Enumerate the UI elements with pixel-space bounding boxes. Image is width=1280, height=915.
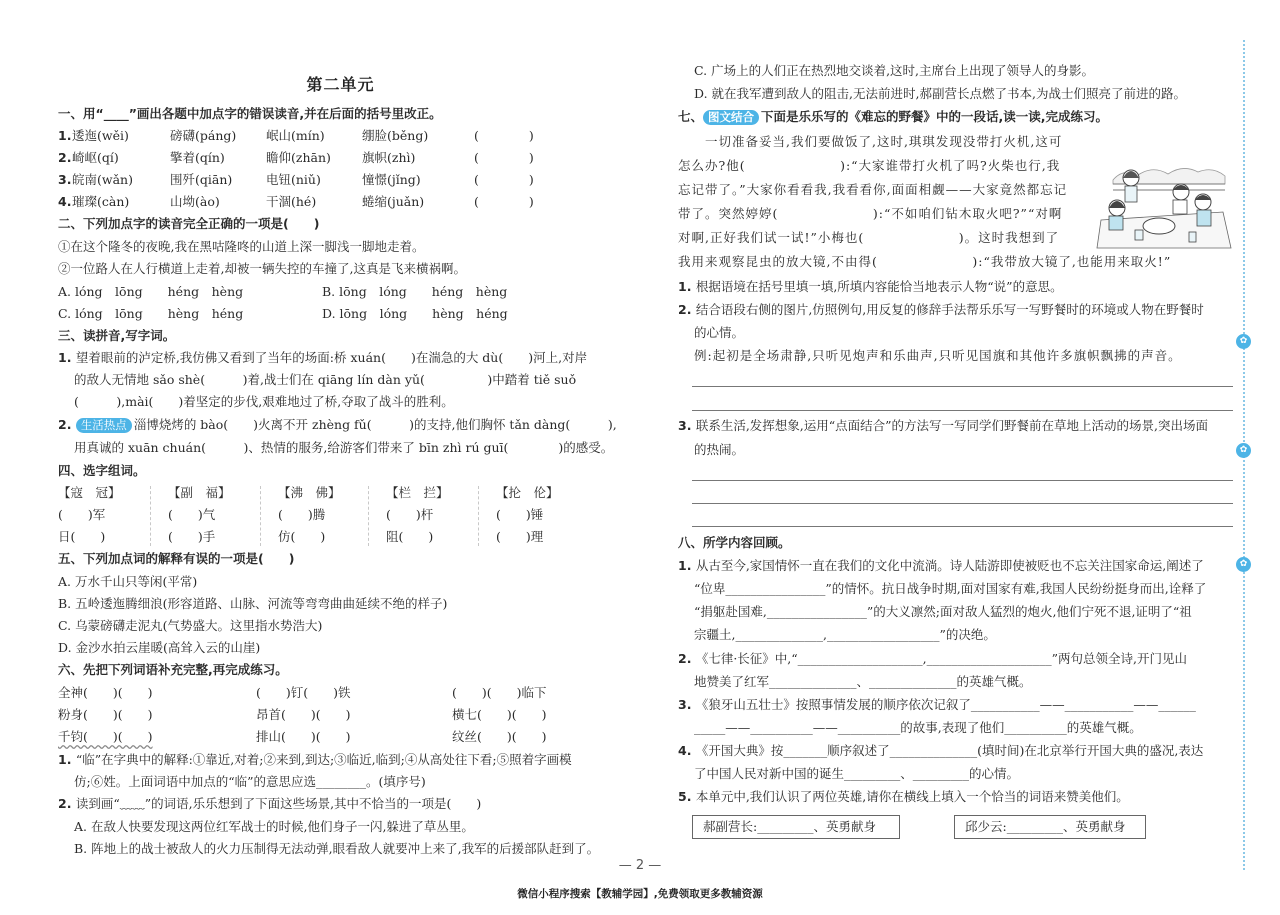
option-d[interactable]: D. lōng lóng hèng héng: [322, 306, 508, 321]
question-text: 从古至今,家国情怀一直在我们的文化中流淌。诗人陆游即使被贬也不忘关注国家命运,阐述了: [695, 558, 1204, 573]
question-text: 的热闹。: [694, 442, 745, 457]
question-text: 的敌人无情地 sǎo shè( )着,战士们在 qiāng lín dàn yǔ( )中踏着 tiě suǒ: [74, 372, 577, 387]
section-1-heading: 一、用“____”画出各题中加点字的错误读音,并在后面的括号里改正。: [58, 106, 442, 121]
question-text: 的心情。: [694, 325, 745, 340]
answer-blank[interactable]: ( ): [474, 194, 534, 209]
passage-line: 忘记带了。”大家你看看我,我看看你,面面相觑——大家竟然都忘记: [678, 182, 1068, 197]
section-7-prefix: 七、: [678, 109, 704, 124]
answer-blank[interactable]: 日( ): [58, 529, 106, 544]
question-number: 3.: [678, 697, 696, 712]
section-5-heading: 五、下列加点词的解释有误的一项是( ): [58, 551, 295, 566]
section-8-heading: 八、所学内容回顾。: [678, 535, 791, 550]
section-4-heading: 四、选字组词。: [58, 463, 146, 478]
question-text: “捐躯赴国难,________________”的大义凛然;面对敌人猛烈的炮火,他们宁死不退,证明了“祖: [694, 604, 1192, 619]
option-d[interactable]: D. 金沙水拍云崖暖(高耸入云的山崖): [58, 640, 261, 655]
answer-blank[interactable]: 仿( ): [278, 529, 326, 544]
writing-line[interactable]: [692, 386, 1233, 387]
writing-line[interactable]: [692, 480, 1233, 481]
option-a[interactable]: A. lóng lōng héng hèng: [58, 284, 244, 299]
passage-line: 带了。突然婷婷( ):“不如咱们钻木取火吧?”“对啊: [678, 206, 1063, 221]
passage-line: 对啊,正好我们试一试!”小梅也( )。这时我想到了: [678, 230, 1060, 245]
answer-blank[interactable]: ( )理: [496, 529, 544, 544]
section-2-heading: 二、下列加点字的读音完全正确的一项是( ): [58, 216, 320, 231]
option-b[interactable]: B. lōng lóng héng hèng: [322, 284, 508, 299]
hero-box-hao[interactable]: 郝副营长:_________、英勇献身: [692, 815, 900, 839]
question-number: 1.: [58, 350, 76, 365]
answer-blank[interactable]: ( )手: [168, 529, 216, 544]
flower-badge-icon: ✿: [1236, 334, 1251, 349]
option-b[interactable]: B. 五岭逶迤腾细浪(形容道路、山脉、河流等弯弯曲曲延续不绝的样子): [58, 596, 448, 611]
question-number: 1.: [678, 279, 696, 294]
question-text: 了中国人民对新中国的诞生_________、_________的心情。: [694, 766, 1020, 781]
question-number: 3.: [678, 418, 696, 433]
writing-line[interactable]: [692, 503, 1233, 504]
question-number: 4.: [678, 743, 696, 758]
flower-badge-icon: ✿: [1236, 557, 1251, 572]
question-text: 望着眼前的泸定桥,我仿佛又看到了当年的场面:桥 xuán( )在湍急的大 dù( )河上,对岸: [75, 350, 588, 365]
passage-line: 我用来观察昆虫的放大镜,不由得( ):“我带放大镜了,也能用来取火!”: [678, 254, 1172, 269]
answer-blank[interactable]: ( )气: [168, 507, 216, 522]
question-text: _____——__________——__________的故事,表现了他们__________的英雄气概。: [694, 720, 1142, 735]
option-c[interactable]: C. 广场上的人们正在热烈地交谈着,这时,主席台上出现了领导人的身影。: [694, 63, 1095, 78]
divider: [260, 486, 261, 546]
question-number: 2.: [678, 651, 696, 666]
answer-blank[interactable]: ( ): [474, 172, 534, 187]
answer-blank[interactable]: ( )军: [58, 507, 106, 522]
idiom-blank[interactable]: 昂首( )( ): [256, 707, 351, 722]
sentence: ①在这个隆冬的夜晚,我在黑咕隆咚的山道上深一脚浅一脚地走着。: [58, 239, 425, 254]
question-number: 2.: [58, 417, 76, 432]
question-text: ( ),mài( )着坚定的步伐,艰难地过了桥,夺取了战斗的胜利。: [74, 394, 454, 409]
writing-line[interactable]: [692, 410, 1233, 411]
life-hotspot-tag: 生活热点: [76, 418, 132, 433]
option-a[interactable]: A. 在敌人快要发现这两位红军战士的时候,他们身子一闪,躲进了草丛里。: [74, 819, 474, 834]
question-text: 用真诚的 xuān chuán( )、热情的服务,给游客们带来了 bīn zhì rú guī( )的感受。: [74, 440, 614, 455]
question-number: 1.: [678, 558, 696, 573]
footer-note: 微信小程序搜索【教辅学园】,免费领取更多教辅资源: [517, 888, 763, 900]
idiom-blank[interactable]: 排山( )( ): [256, 729, 351, 744]
section-7-heading: 下面是乐乐写的《难忘的野餐》中的一段话,读一读,完成练习。: [761, 109, 1109, 124]
question-text: 淄博烧烤的 bào( )火离不开 zhèng fǔ( )的支持,他们胸怀 tǎn dàng( ),: [133, 417, 617, 432]
example-sentence: 例:起初是全场肃静,只听见炮声和乐曲声,只听见国旗和其他许多旗帜飘拂的声音。: [694, 348, 1182, 363]
question-text: “位卑________________”的情怀。抗日战争时期,面对国家有难,我国人民纷纷挺身而出,诠释了: [694, 581, 1207, 596]
idiom-blank[interactable]: 纹丝( )( ): [452, 729, 547, 744]
worksheet-page: 第二单元 一、用“____”画出各题中加点字的错误读音,并在后面的括号里改正。 1. 逶迤(wěi) 磅礴(páng) 岷山(mín) 绷脸(běng) ( ) 2. 崎岖(qí) 擎着(qín) 瞻仰(zhān) 旗帜(zhì) ( ) 3. 皖南(wǎn) 围歼(qiān) 电钮(niǔ) 憧憬(jǐng) ( ) 4. 璀璨(càn) 山坳(ào) 干涸(hé) 蜷缩(juǎn) ( ) 二、下列加点字的读音完全正确的一项是( ) ①在这个隆冬的夜晚,我在黑咕隆咚的山道上深一脚浅一脚地走着。 ②一位路人在人行横道上走着,却被一辆失控的车撞了,这真是飞来横祸啊。 A. lóng lōng héng hèng B. lōng lóng héng hèng C. lóng lōng hèng héng D. lōng lóng hèng héng 三、读拼音,写字词。 1. 望着眼前的泸定桥,我仿佛又看到了当年的场面:桥 xuán( )在湍急的大 dù( )河上,对岸 的敌人无情地 sǎo shè( )着,战士们在 qiāng lín dàn yǔ( )中踏着 tiě suǒ ( ),mài( )着坚定的步伐,艰难地过了桥,夺取了战斗的胜利。 2. 生活热点 淄博烧烤的 bào( )火离不开 zhèng fǔ( )的支持,他们胸怀 tǎn dàng( ), 用真诚的 xuān chuán( )、热情的服务,给游客们带来了 bīn zhì rú guī( )的感受。 四、选字组词。 【寇 冠】 ( )军 日( ) 【副 福】 ( )气 ( )手 【沸 佛】 ( )腾 仿( ) 【栏 拦】 ( )杆 阻( ) 【抡 伦】 ( )锤 ( )理 五、下列加点词的解释有误的一项是( ) A. 万水千山只等闲(平常) B. 五岭逶迤腾细浪(形容道路、山脉、河流等弯弯曲曲延续不绝的样子) C. 乌蒙磅礴走泥丸(气势盛大。这里指水势浩大) D. 金沙水拍云崖暖(高耸入云的山崖) 六、先把下列词语补充完整,再完成练习。 全神( )( ) ( )钉( )铁 ( )( )临下 粉身( )( ) 昂首( )( ) 横七( )( ) 千钧( )( ) 排山( )( ) 纹丝( )( ) 1. “临”在字典中的解释:①靠近,对着;②来到,到达;③临近,临到;④从高处往下看;⑤照着字画模 仿;⑥姓。上面词语中加点的“临”的意思应选________。(填序号) 2. 读到画“﹏﹏”的词语,乐乐想到了下面这些场景,其中不恰当的一项是( ) A. 在敌人快要发现这两位红军战士的时候,他们身子一闪,躲进了草丛里。 B. 阵地上的战士被敌人的火力压制得无法动弹,眼看敌人就要冲上来了,我军的后援部队赶到了。 C. 广场上的人们正在热烈地交谈着,这时,主席台上出现了领导人的身影。 D. 就在我军遭到敌人的阻击,无法前进时,郝副营长点燃了书本,为战士们照亮了前进的路。 七、 图文结合 下面是乐乐写的《难忘的野餐》中的一段话,读一读,完成练习。 一切准备妥当,我们要做饭了,这时,琪琪发现没带打火机,这可 怎么办?他( ):“大家谁带打火机了吗?火柴也行,我 忘记带了。”大家你看看我,我看看你,面面相觑——大家竟然都忘记 带了。突然婷婷( ):“不如咱们钻木取火吧?”“对啊 对啊,正好我们试一试!”小梅也( )。这时我想到了 我用来观察昆虫的放大镜,不由得( ):“我带放大镜了,也能用来取火!” 1. 根据语境在括号里填一填,所填内容能恰当地表示人物“说”的意思。 2. 结合语段右侧的图片,仿照例句,用反复的修辞手法帮乐乐写一写野餐时的环境或人物在野餐时 的心情。 例:起初是全场肃静,只听见炮声和乐曲声,只听见国旗和其他许多旗帜飘拂的声音。 3. 联系生活,发挥想象,运用“点面结合”的方法写一写同学们野餐前在草地上活动的场景,突出场面 的热闹。 八、所学内容回顾。 1. 从古至今,家国情怀一直在我们的文化中流淌。诗人陆游即使被贬也不忘关注国家命运,阐述了 “位卑________________”的情怀。抗日战争时期,面对国家有难,我国人民纷纷挺身而出,诠释了 “捐躯赴国难,________________”的大义凛然;面对敌人猛烈的炮火,他们宁死不退,证明了“祖 宗疆土,______________,__________________”的决绝。 2. 《七律·长征》中,“____________________,____________________”两句总领全诗,开门见山 地赞美了红军______________、______________的英雄气概。 3. 《狼牙山五壮士》按照事情发展的顺序依次记叙了___________——___________——______ _____——__________——__________的故事,表现了他们__________的英雄气概。 4. 《开国大典》按_______顺序叙述了______________(填时间)在北京举行开国大典的盛况,表达 了中国人民对新中国的诞生_________、_________的心情。 5. 本单元中,我们认识了两位英雄,请你在横线上填入一个恰当的词语来赞美他们。 郝副营长:_________、英勇献身 邱少云:_________、英勇献身 ✿ ✿ ✿ — 2 — 微信小程序搜索【教辅学园】,免费领取更多教辅资源: [0, 0, 1280, 915]
question-text: 地赞美了红军______________、______________的英雄气概。: [694, 674, 1032, 689]
question-text: 本单元中,我们认识了两位英雄,请你在横线上填入一个恰当的词语来赞美他们。: [695, 789, 1129, 804]
question-text: 读到画“﹏﹏”的词语,乐乐想到了下面这些场景,其中不恰当的一项是( ): [75, 796, 482, 811]
option-b[interactable]: B. 阵地上的战士被敌人的火力压制得无法动弹,眼看敌人就要冲上来了,我军的后援部队赶到了。: [74, 841, 600, 856]
passage-line: 一切准备妥当,我们要做饭了,这时,琪琪发现没带打火机,这可: [678, 134, 1063, 149]
question-text: 结合语段右侧的图片,仿照例句,用反复的修辞手法帮乐乐写一写野餐时的环境或人物在野餐时: [695, 302, 1204, 317]
idiom-blank[interactable]: 千钧( )( ): [58, 729, 153, 744]
question-text: 《开国大典》按_______顺序叙述了______________(填时间)在北京举行开国大典的盛况,表达: [695, 743, 1204, 758]
divider: [368, 486, 369, 546]
question-number: 2.: [678, 302, 696, 317]
passage-line: 怎么办?他( ):“大家谁带打火机了吗?火柴也行,我: [678, 158, 1061, 173]
idiom-blank[interactable]: ( )钉( )铁: [256, 685, 351, 700]
image-text-tag: 图文结合: [703, 110, 759, 125]
question-text: 《狼牙山五壮士》按照事情发展的顺序依次记叙了___________——___________——______: [695, 697, 1196, 712]
sentence: ②一位路人在人行横道上走着,却被一辆失控的车撞了,这真是飞来横祸啊。: [58, 261, 466, 276]
option-c[interactable]: C. 乌蒙磅礴走泥丸(气势盛大。这里指水势浩大): [58, 618, 323, 633]
question-number: 2.: [58, 796, 76, 811]
question-text: 《七律·长征》中,“____________________,____________________”两句总领全诗,开门见山: [695, 651, 1187, 666]
idiom-blank[interactable]: 粉身( )( ): [58, 707, 153, 722]
divider: [478, 486, 479, 546]
answer-blank[interactable]: ( ): [474, 128, 534, 143]
picnic-illustration: [1093, 150, 1233, 250]
answer-blank[interactable]: ( )杆: [386, 507, 434, 522]
answer-blank[interactable]: ( )锤: [496, 507, 544, 522]
question-text: 根据语境在括号里填一填,所填内容能恰当地表示人物“说”的意思。: [695, 279, 1063, 294]
hero-box-qiu[interactable]: 邱少云:_________、英勇献身: [954, 815, 1146, 839]
option-d[interactable]: D. 就在我军遭到敌人的阻击,无法前进时,郝副营长点燃了书本,为战士们照亮了前进的路。: [694, 86, 1186, 101]
question-text: “临”在字典中的解释:①靠近,对着;②来到,到达;③临近,临到;④从高处往下看;⑤照着字画模: [75, 752, 572, 767]
idiom-blank[interactable]: 全神( )( ): [58, 685, 153, 700]
page-number: — 2 —: [618, 858, 662, 873]
idiom-blank[interactable]: ( )( )临下: [452, 685, 547, 700]
idiom-blank[interactable]: 横七( )( ): [452, 707, 547, 722]
answer-blank[interactable]: 阻( ): [386, 529, 434, 544]
writing-line[interactable]: [692, 526, 1233, 527]
unit-title: 第二单元: [306, 75, 375, 94]
question-number: 5.: [678, 789, 696, 804]
answer-blank[interactable]: ( )腾: [278, 507, 326, 522]
option-a[interactable]: A. 万水千山只等闲(平常): [58, 574, 198, 589]
question-text: 仿;⑥姓。上面词语中加点的“临”的意思应选________。(填序号): [74, 774, 426, 789]
section-6-heading: 六、先把下列词语补充完整,再完成练习。: [58, 662, 288, 677]
option-c[interactable]: C. lóng lōng hèng héng: [58, 306, 244, 321]
flower-badge-icon: ✿: [1236, 443, 1251, 458]
answer-blank[interactable]: ( ): [474, 150, 534, 165]
question-text: 宗疆土,______________,__________________”的决绝。: [694, 627, 996, 642]
question-text: 联系生活,发挥想象,运用“点面结合”的方法写一写同学们野餐前在草地上活动的场景,突出场面: [695, 418, 1209, 433]
divider: [150, 486, 151, 546]
section-3-heading: 三、读拼音,写字词。: [58, 328, 176, 343]
question-number: 1.: [58, 752, 76, 767]
